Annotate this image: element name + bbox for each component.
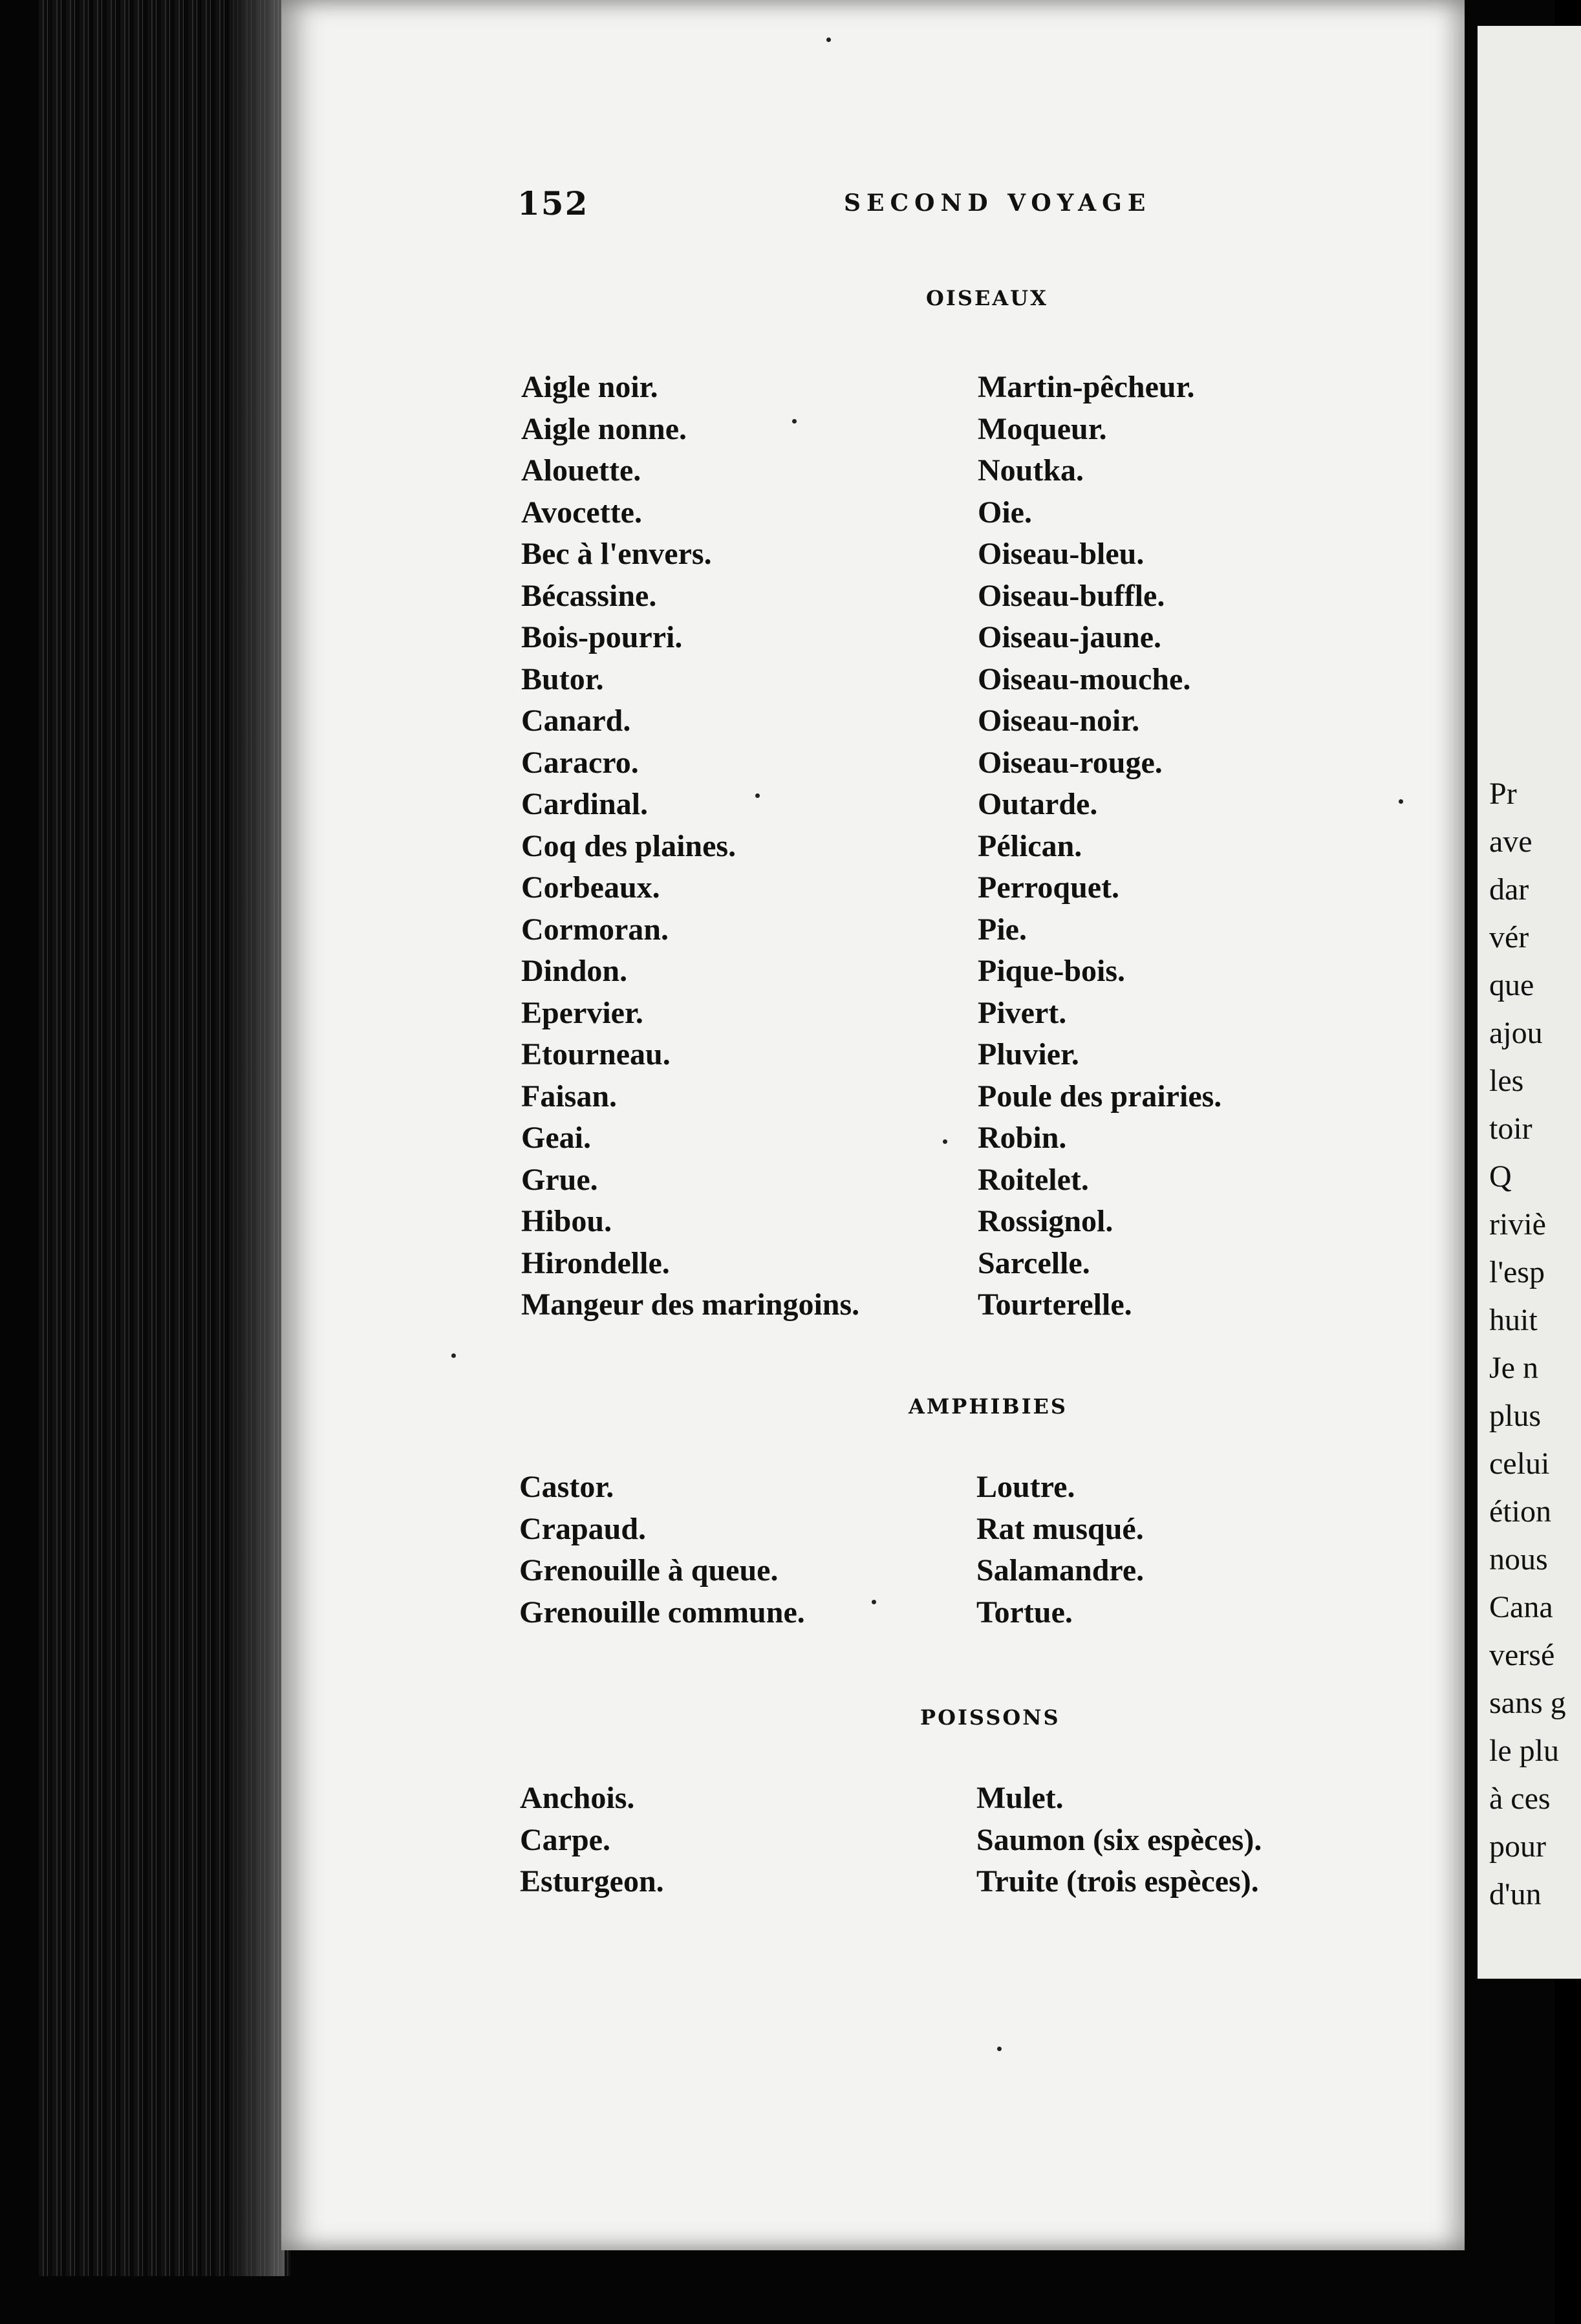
list-item: Hirondelle. [521, 1245, 670, 1280]
list-item: Aigle noir. [521, 370, 658, 404]
list-item: Crapaud. [519, 1511, 647, 1546]
list-item: Oiseau-buffle. [978, 578, 1165, 613]
running-title: SECOND VOYAGE [844, 189, 1152, 217]
list-item: Salamandre. [976, 1553, 1145, 1587]
facing-page-fragment: ave [1489, 824, 1533, 859]
book-page [281, 0, 1465, 2250]
section-heading-poissons: POISSONS [920, 1705, 1060, 1730]
list-item: Alouette. [521, 453, 641, 488]
list-item: Castor. [519, 1470, 614, 1504]
oiseaux-left-column [521, 367, 859, 1326]
facing-page-fragment: toir [1489, 1112, 1533, 1146]
facing-page-fragment: versé [1489, 1638, 1555, 1672]
list-item: Hibou. [521, 1204, 612, 1238]
list-item: Oiseau-noir. [978, 704, 1140, 738]
section-heading-oiseaux: OISEAUX [926, 286, 1048, 310]
list-item: Saumon (six espèces). [976, 1822, 1262, 1857]
list-item: Truite (trois espèces). [976, 1864, 1259, 1899]
list-item: Noutka. [978, 453, 1084, 488]
facing-page-fragment: Cana [1489, 1590, 1553, 1624]
list-item: Oiseau-bleu. [978, 537, 1145, 571]
list-item: Faisan. [521, 1079, 618, 1114]
facing-page-fragment: Je n [1489, 1351, 1538, 1385]
facing-page-fragment: dar [1489, 872, 1529, 907]
list-item: Loutre. [976, 1470, 1075, 1504]
list-item: Coq des plaines. [521, 828, 737, 863]
list-item: Oie. [978, 495, 1032, 530]
list-item: Carpe. [520, 1822, 610, 1857]
facing-page-fragment: les [1489, 1064, 1524, 1098]
list-item: Rat musqué. [976, 1511, 1144, 1546]
list-item: Roitelet. [978, 1162, 1089, 1197]
list-item: Sarcelle. [978, 1245, 1090, 1280]
facing-page-fragment: celui [1489, 1447, 1550, 1481]
facing-page-fragment: Pr [1489, 777, 1517, 811]
list-item: Mangeur des maringoins. [521, 1287, 860, 1322]
amphibies-left-column [519, 1467, 805, 1633]
facing-page-fragment: riviè [1489, 1207, 1546, 1242]
facing-page-fragment: pour [1489, 1829, 1546, 1864]
list-item: Oiseau-rouge. [978, 745, 1163, 780]
facing-page-fragment: que [1489, 968, 1534, 1002]
list-item: Pélican. [978, 828, 1082, 863]
list-item: Anchois. [520, 1781, 635, 1815]
facing-page-fragment: Q [1489, 1159, 1512, 1194]
list-item: Rossignol. [978, 1204, 1113, 1238]
list-item: Grenouille à queue. [519, 1553, 779, 1587]
facing-page [1478, 26, 1581, 1979]
facing-page-fragment: ajou [1489, 1016, 1543, 1050]
list-item: Perroquet. [978, 870, 1120, 905]
facing-page-fragment: à ces [1489, 1781, 1551, 1816]
facing-page-fragment: étion [1489, 1494, 1551, 1529]
list-item: Mulet. [976, 1781, 1064, 1815]
poissons-right-column [976, 1778, 1262, 1903]
list-item: Avocette. [521, 495, 642, 530]
list-item: Cardinal. [521, 787, 649, 821]
list-item: Epervier. [521, 995, 643, 1030]
list-item: Pluvier. [978, 1037, 1079, 1071]
list-item: Oiseau-mouche. [978, 662, 1191, 696]
facing-page-fragment: vér [1489, 920, 1529, 954]
list-item: Pie. [978, 912, 1027, 947]
list-item: Esturgeon. [520, 1864, 664, 1899]
facing-page-fragment: l'esp [1489, 1255, 1545, 1289]
list-item: Pique-bois. [978, 954, 1126, 988]
amphibies-right-column [976, 1467, 1144, 1633]
book-gutter-shading [233, 0, 285, 2276]
list-item: Bec à l'envers. [521, 537, 712, 571]
list-item: Caracro. [521, 745, 639, 780]
list-item: Dindon. [521, 954, 628, 988]
running-head [517, 184, 1164, 223]
list-item: Cormoran. [521, 912, 669, 947]
facing-page-fragment: plus [1489, 1399, 1542, 1433]
list-item: Etourneau. [521, 1037, 671, 1071]
list-item: Robin. [978, 1121, 1067, 1155]
facing-page-fragment: d'un [1489, 1877, 1542, 1911]
list-item: Bois-pourri. [521, 620, 683, 654]
list-item: Oiseau-jaune. [978, 620, 1162, 654]
oiseaux-right-column [978, 367, 1221, 1326]
list-item: Corbeaux. [521, 870, 660, 905]
list-item: Outarde. [978, 787, 1098, 821]
list-item: Poule des prairies. [978, 1079, 1222, 1114]
facing-page-fragment: huit [1489, 1303, 1538, 1337]
list-item: Geai. [521, 1121, 591, 1155]
facing-page-fragment: sans g [1489, 1686, 1566, 1720]
page-number: 152 [517, 184, 589, 222]
facing-page-fragment: le plu [1489, 1734, 1559, 1768]
list-item: Tourterelle. [978, 1287, 1132, 1322]
list-item: Butor. [521, 662, 604, 696]
list-item: Bécassine. [521, 578, 657, 613]
list-item: Tortue. [976, 1595, 1073, 1630]
list-item: Aigle nonne. [521, 411, 687, 446]
list-item: Pivert. [978, 995, 1067, 1030]
list-item: Grue. [521, 1162, 598, 1197]
list-item: Grenouille commune. [519, 1595, 805, 1630]
facing-page-fragment: nous [1489, 1542, 1548, 1576]
poissons-left-column [520, 1778, 664, 1903]
list-item: Canard. [521, 704, 631, 738]
list-item: Martin-pêcheur. [978, 370, 1195, 404]
section-heading-amphibies: AMPHIBIES [909, 1394, 1068, 1419]
list-item: Moqueur. [978, 411, 1107, 446]
